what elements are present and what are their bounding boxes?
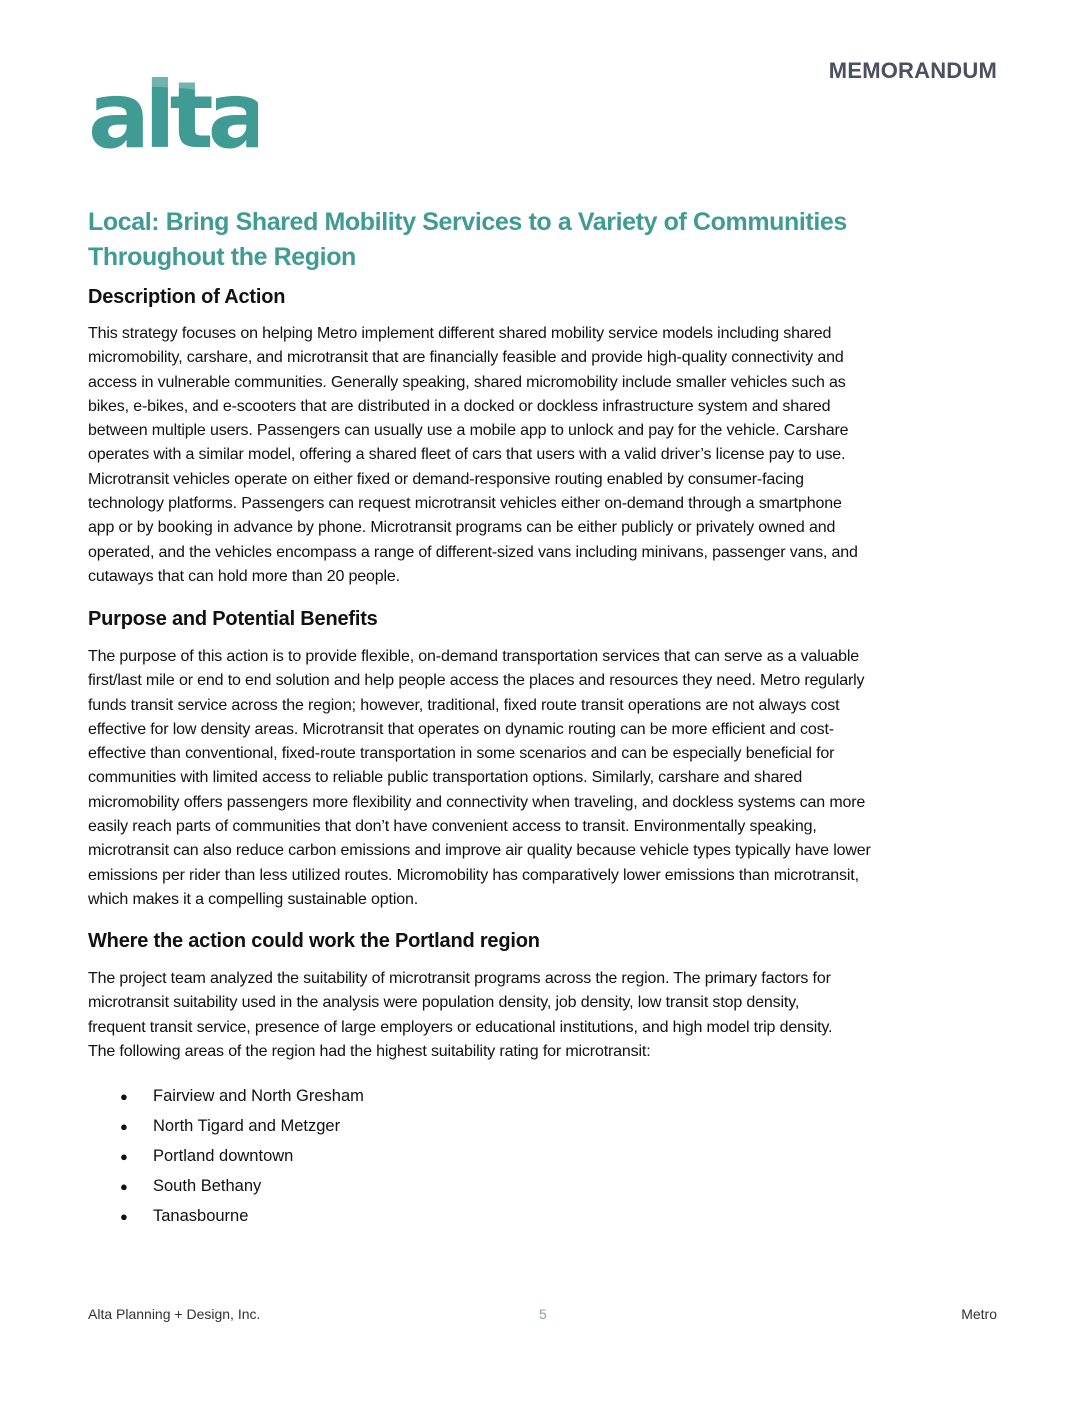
- paragraph-line: This strategy focuses on helping Metro implement different shared mobility service models including shared: [88, 325, 832, 342]
- paragraph-line: cutaways that can hold more than 20 people.: [88, 567, 400, 585]
- paragraph-line: between multiple users. Passengers can usually use a mobile app to unlock and pay for the vehicle. Carshare: [88, 422, 849, 440]
- where-action-could-work-paragraph: [88, 967, 832, 1064]
- paragraph-line: funds transit service across the region; however, traditional, fixed route transit operations are not always cost: [88, 696, 840, 714]
- paragraph-line: first/last mile or end to end solution and help people access the places and resources they need. Metro regularly: [88, 672, 865, 690]
- list-item: [120, 1171, 364, 1201]
- paragraph-line: easily reach parts of communities that don’t have convenient access to transit. Environmentally speaking,: [88, 818, 817, 836]
- paragraph-line: access in vulnerable communities. Generally speaking, shared micromobility include smaller vehicles such as: [88, 373, 846, 391]
- footer-client: Metro: [961, 1306, 997, 1322]
- memorandum-label: MEMORANDUM: [828, 58, 997, 83]
- bullet-icon: ●: [120, 1089, 128, 1105]
- list-item: [120, 1142, 364, 1172]
- title-line: Local: Bring Shared Mobility Services to a Variety of Communities: [88, 208, 847, 236]
- bullet-icon: ●: [120, 1148, 128, 1164]
- purpose-and-benefits-paragraph: [88, 645, 871, 912]
- paragraph-line: operates with a similar model, offering a shared fleet of cars that users with a valid driver’s license pay to use.: [88, 446, 846, 464]
- paragraph-line: The project team analyzed the suitability of microtransit programs across the region. The primary factors for: [88, 970, 831, 987]
- list-item-text: South Bethany: [153, 1176, 262, 1195]
- paragraph-line: bikes, e-bikes, and e-scooters that are distributed in a docked or dockless infrastructure system and shared: [88, 397, 831, 415]
- list-item: [120, 1201, 364, 1231]
- bullet-icon: ●: [120, 1208, 128, 1224]
- paragraph-line: app or by booking in advance by phone. Microtransit programs can be either publicly or privately owned and: [88, 519, 836, 537]
- list-item-text: Portland downtown: [153, 1146, 294, 1165]
- paragraph-line: communities with limited access to reliable public transportation options. Similarly, carshare and shared: [88, 769, 803, 787]
- alta-logo: [88, 60, 258, 157]
- paragraph-line: microtransit can also reduce carbon emissions and improve air quality because vehicle types typically have lower: [88, 842, 871, 860]
- paragraph-line: Microtransit vehicles operate on either fixed or demand-responsive routing enabled by consumer-facing: [88, 470, 804, 488]
- title-line: Throughout the Region: [88, 243, 356, 271]
- suitability-list: [120, 1082, 364, 1231]
- paragraph-line: effective than conventional, fixed-route transportation in some scenarios and can be especially beneficial for: [88, 745, 835, 763]
- footer-company: Alta Planning + Design, Inc.: [88, 1306, 261, 1322]
- paragraph-line: which makes it a compelling sustainable option.: [88, 890, 419, 908]
- description-of-action-heading: Description of Action: [88, 286, 286, 308]
- paragraph-line: frequent transit service, presence of large employers or educational institutions, and high model trip density.: [88, 1018, 833, 1036]
- paragraph-line: operated, and the vehicles encompass a range of different-sized vans including minivans, passenger vans, and: [88, 543, 858, 561]
- paragraph-line: microtransit suitability used in the analysis were population density, job density, low transit stop density,: [88, 994, 800, 1012]
- list-item: [120, 1082, 364, 1112]
- bullet-icon: ●: [120, 1178, 128, 1194]
- list-item-text: North Tigard and Metzger: [153, 1117, 341, 1136]
- paragraph-line: effective for low density areas. Microtransit that operates on dynamic routing can be more efficient and cost-: [88, 720, 834, 738]
- paragraph-line: technology platforms. Passengers can request microtransit vehicles either on-demand through a smartphone: [88, 495, 842, 513]
- svg-text:alta: alta: [88, 62, 258, 152]
- page-number: 5: [539, 1306, 547, 1322]
- paragraph-line: emissions per rider than less utilized routes. Micromobility has comparatively lower emissions than microtransit,: [88, 866, 859, 884]
- paragraph-line: micromobility offers passengers more flexibility and connectivity when traveling, and dockless systems can more: [88, 793, 866, 811]
- paragraph-line: The purpose of this action is to provide flexible, on-demand transportation services that can serve as a valuable: [88, 648, 860, 665]
- purpose-and-benefits-heading: Purpose and Potential Benefits: [88, 608, 378, 630]
- description-of-action-paragraph: [88, 322, 858, 589]
- list-item: [120, 1112, 364, 1142]
- list-item-text: Tanasbourne: [153, 1206, 249, 1225]
- bullet-icon: ●: [120, 1119, 128, 1135]
- list-item-text: Fairview and North Gresham: [153, 1087, 364, 1106]
- paragraph-line: micromobility, carshare, and microtransit that are financially feasible and provide high-quality connectivity and: [88, 349, 844, 367]
- paragraph-line: The following areas of the region had the highest suitability rating for microtransit:: [88, 1042, 651, 1060]
- page-title: [88, 205, 847, 275]
- where-action-could-work-heading: Where the action could work the Portland region: [88, 930, 540, 952]
